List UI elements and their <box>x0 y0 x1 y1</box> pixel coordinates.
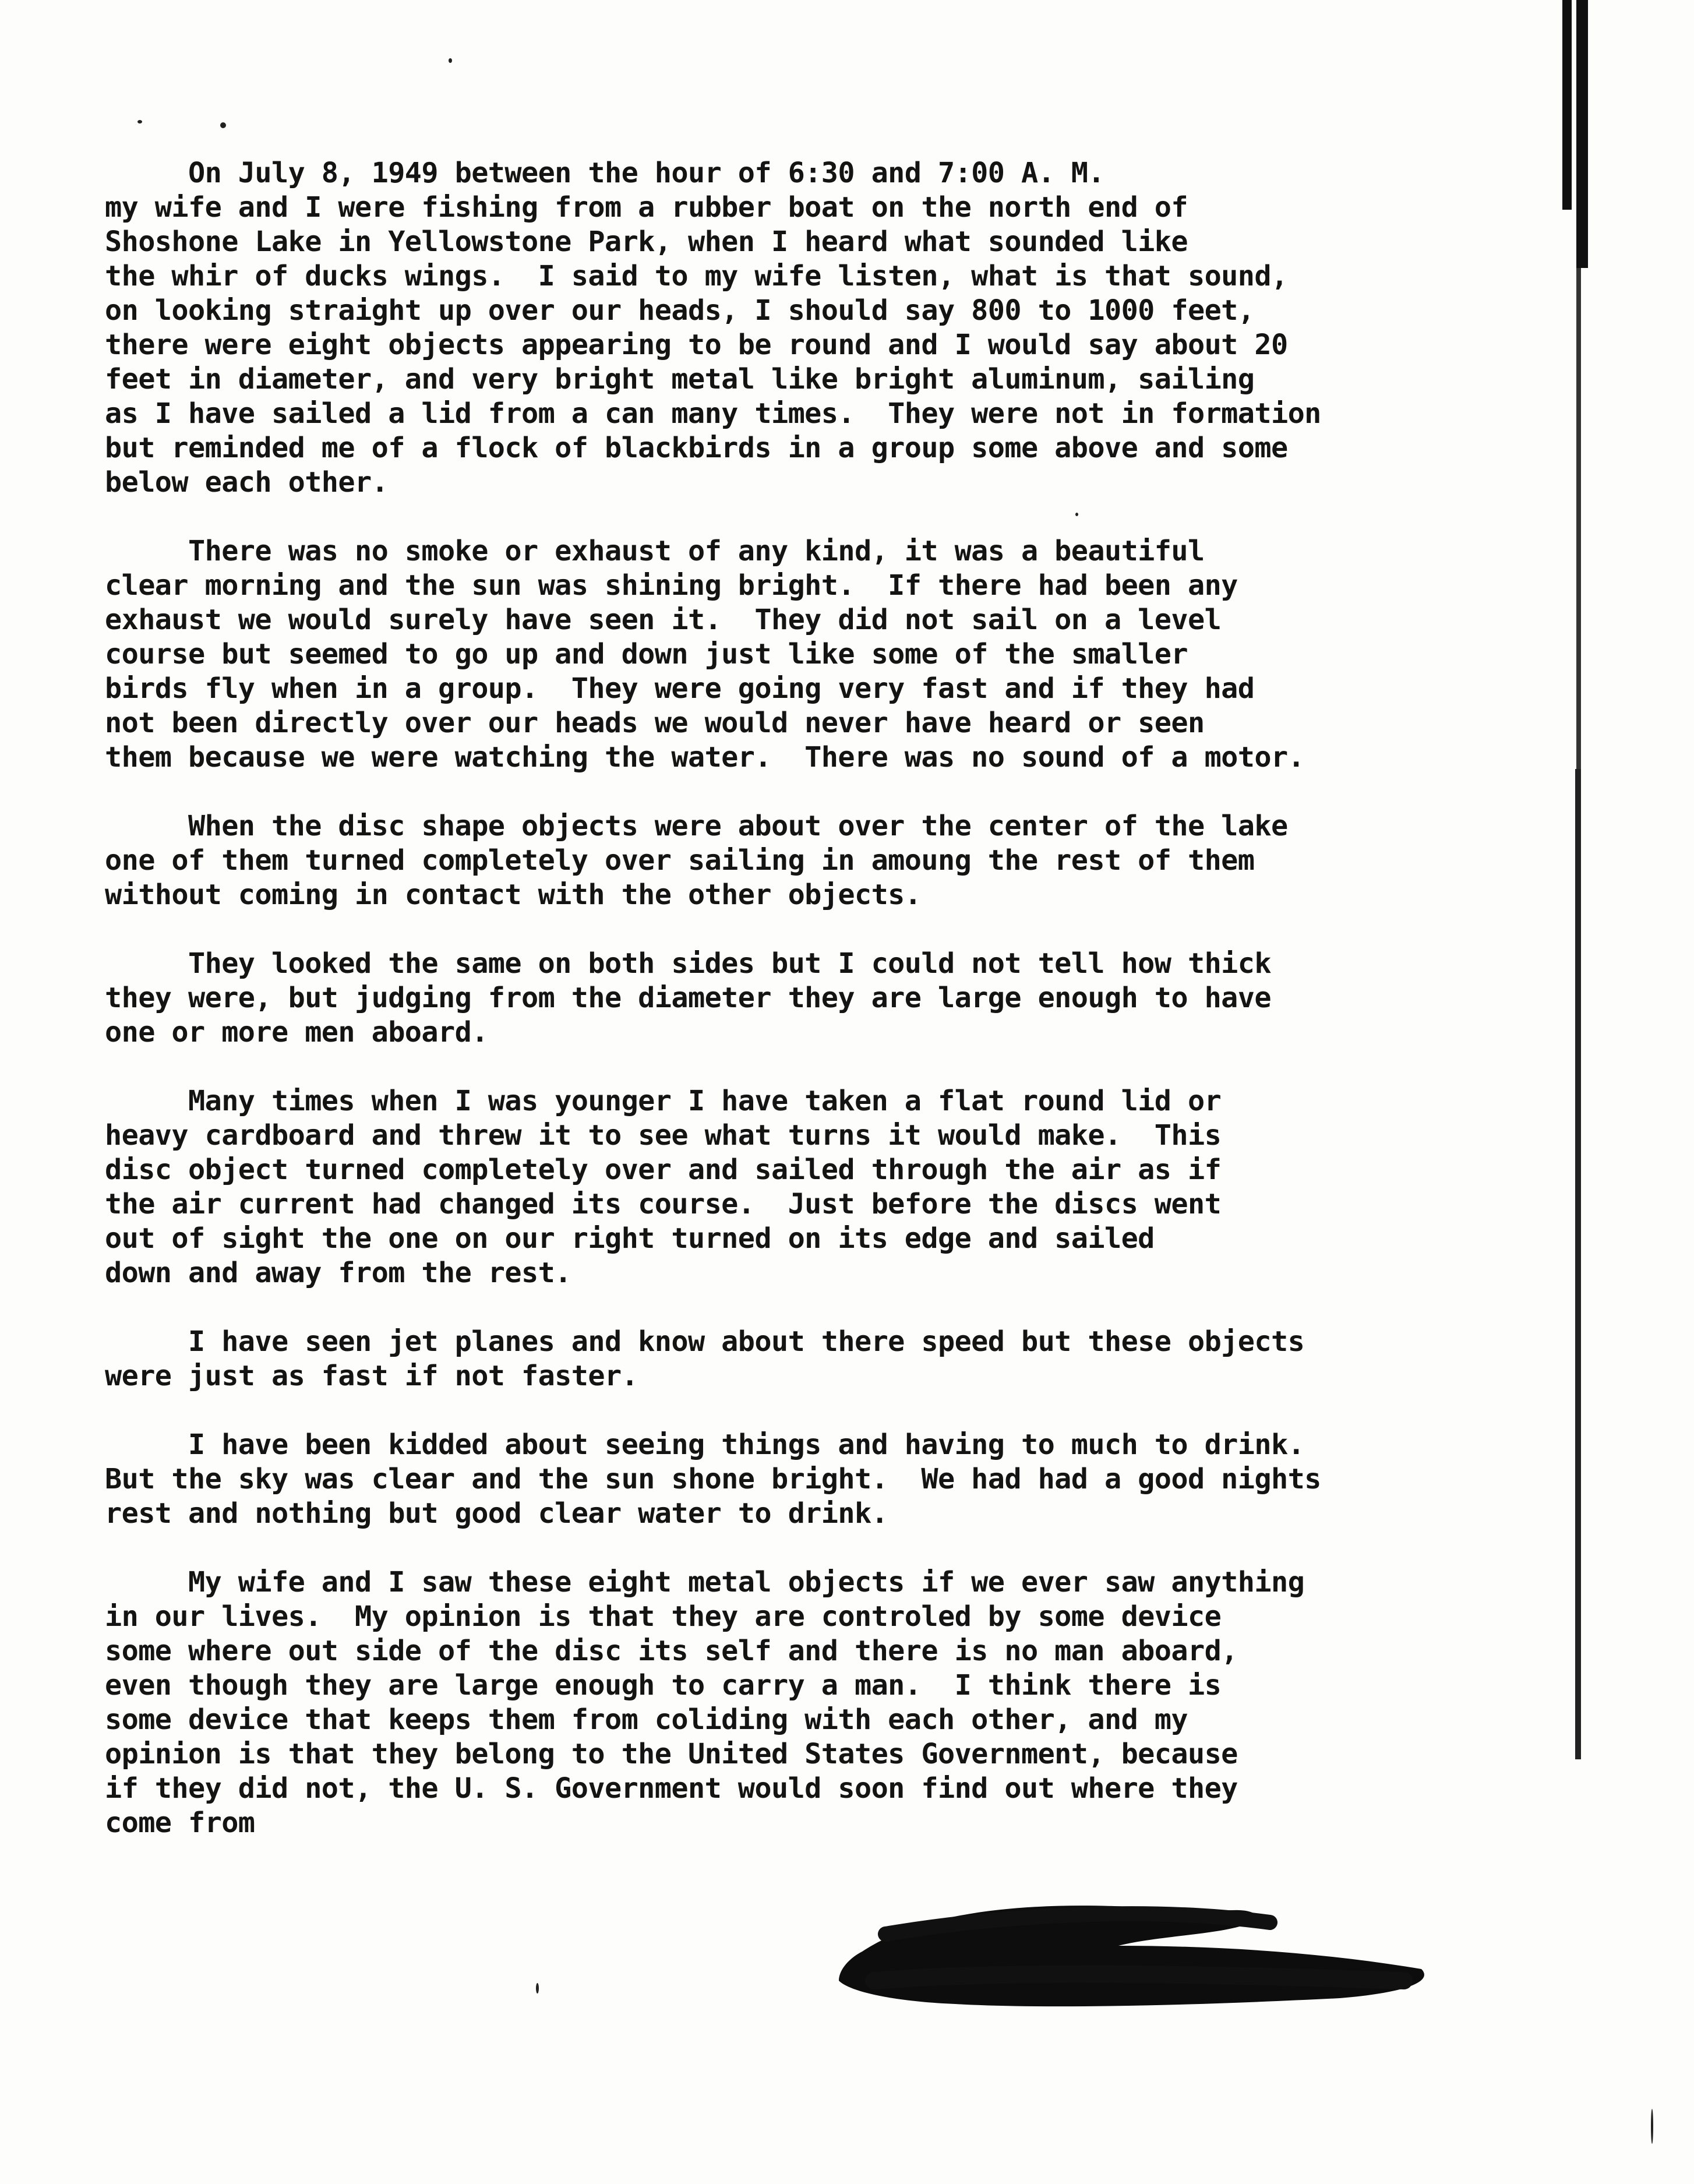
scan-speck <box>536 1983 539 1994</box>
text-line: one or more men aboard. <box>105 1016 488 1049</box>
text-line: rest and nothing but good clear water to drink. <box>105 1497 888 1530</box>
text-line: But the sky was clear and the sun shone bright. We had had a good nights <box>105 1463 1321 1495</box>
scan-speck <box>1651 2109 1653 2144</box>
text-line: some where out side of the disc its self and there is no man aboard, <box>105 1635 1238 1667</box>
text-line: some device that keeps them from coliding with each other, and my <box>105 1703 1188 1736</box>
text-line: They looked the same on both sides but I could not tell how thick <box>105 947 1271 980</box>
text-line: out of sight the one on our right turned on its edge and sailed <box>105 1222 1155 1255</box>
redacted-signature-icon <box>816 1864 1445 2016</box>
text-line: as I have sailed a lid from a can many times. They were not in formation <box>105 397 1321 430</box>
scan-edge-mark <box>1575 769 1581 1759</box>
scan-edge-mark <box>1562 0 1572 210</box>
text-line: were just as fast if not faster. <box>105 1360 638 1392</box>
paragraph <box>105 534 1421 775</box>
paragraph <box>105 1565 1421 1840</box>
paragraph <box>105 1084 1421 1290</box>
text-line: they were, but judging from the diameter they are large enough to have <box>105 982 1271 1014</box>
paragraph <box>105 156 1421 500</box>
text-line: disc object turned completely over and sailed through the air as if <box>105 1153 1222 1186</box>
text-line: I have been kidded about seeing things and having to much to drink. <box>105 1428 1305 1461</box>
redaction-stroke <box>874 1974 1404 1981</box>
text-line: the whir of ducks wings. I said to my wife listen, what is that sound, <box>105 260 1288 292</box>
text-line: opinion is that they belong to the United States Government, because <box>105 1738 1238 1770</box>
text-line: them because we were watching the water. There was no sound of a motor. <box>105 741 1305 774</box>
text-line: Many times when I was younger I have taken a flat round lid or <box>105 1085 1222 1117</box>
text-line: My wife and I saw these eight metal objects if we ever saw anything <box>105 1566 1305 1599</box>
text-line: on looking straight up over our heads, I should say 800 to 1000 feet, <box>105 294 1255 327</box>
scan-speck <box>449 58 452 63</box>
text-line: my wife and I were fishing from a rubber boat on the north end of <box>105 191 1188 224</box>
text-line: When the disc shape objects were about over the center of the lake <box>105 810 1288 842</box>
scan-edge-mark <box>1576 0 1588 268</box>
text-line: There was no smoke or exhaust of any kind, it was a beautiful <box>105 535 1205 567</box>
scan-speck <box>220 122 226 128</box>
letter-body <box>105 156 1421 1875</box>
text-line: without coming in contact with the other objects. <box>105 878 922 911</box>
text-line: On July 8, 1949 between the hour of 6:30 and 7:00 A. M. <box>105 157 1104 189</box>
scan-speck <box>137 120 142 124</box>
paragraph <box>105 1325 1421 1393</box>
text-line: clear morning and the sun was shining bright. If there had been any <box>105 569 1238 602</box>
text-line: course but seemed to go up and down just like some of the smaller <box>105 638 1188 671</box>
text-line: one of them turned completely over sailing in amoung the rest of them <box>105 844 1255 877</box>
text-line: birds fly when in a group. They were going very fast and if they had <box>105 672 1255 705</box>
text-line: there were eight objects appearing to be round and I would say about 20 <box>105 329 1288 361</box>
text-line: feet in diameter, and very bright metal like bright aluminum, sailing <box>105 363 1255 396</box>
text-line: in our lives. My opinion is that they are controled by some device <box>105 1600 1222 1633</box>
scan-edge-mark <box>1576 268 1581 769</box>
text-line: below each other. <box>105 466 389 499</box>
text-line: come from <box>105 1807 255 1839</box>
text-line: down and away from the rest. <box>105 1257 571 1289</box>
text-line: heavy cardboard and threw it to see what turns it would make. This <box>105 1119 1222 1152</box>
text-line: Shoshone Lake in Yellowstone Park, when I heard what sounded like <box>105 225 1188 258</box>
text-line: exhaust we would surely have seen it. They did not sail on a level <box>105 604 1222 636</box>
text-line: if they did not, the U. S. Government would soon find out where they <box>105 1772 1238 1805</box>
text-line: even though they are large enough to carry a man. I think there is <box>105 1669 1222 1702</box>
paragraph <box>105 809 1421 912</box>
text-line: but reminded me of a flock of blackbirds in a group some above and some <box>105 432 1288 464</box>
text-line: I have seen jet planes and know about there speed but these objects <box>105 1325 1305 1358</box>
text-line: not been directly over our heads we would never have heard or seen <box>105 707 1205 739</box>
paragraph <box>105 947 1421 1050</box>
paragraph <box>105 1428 1421 1531</box>
text-line: the air current had changed its course. Just before the discs went <box>105 1188 1222 1220</box>
